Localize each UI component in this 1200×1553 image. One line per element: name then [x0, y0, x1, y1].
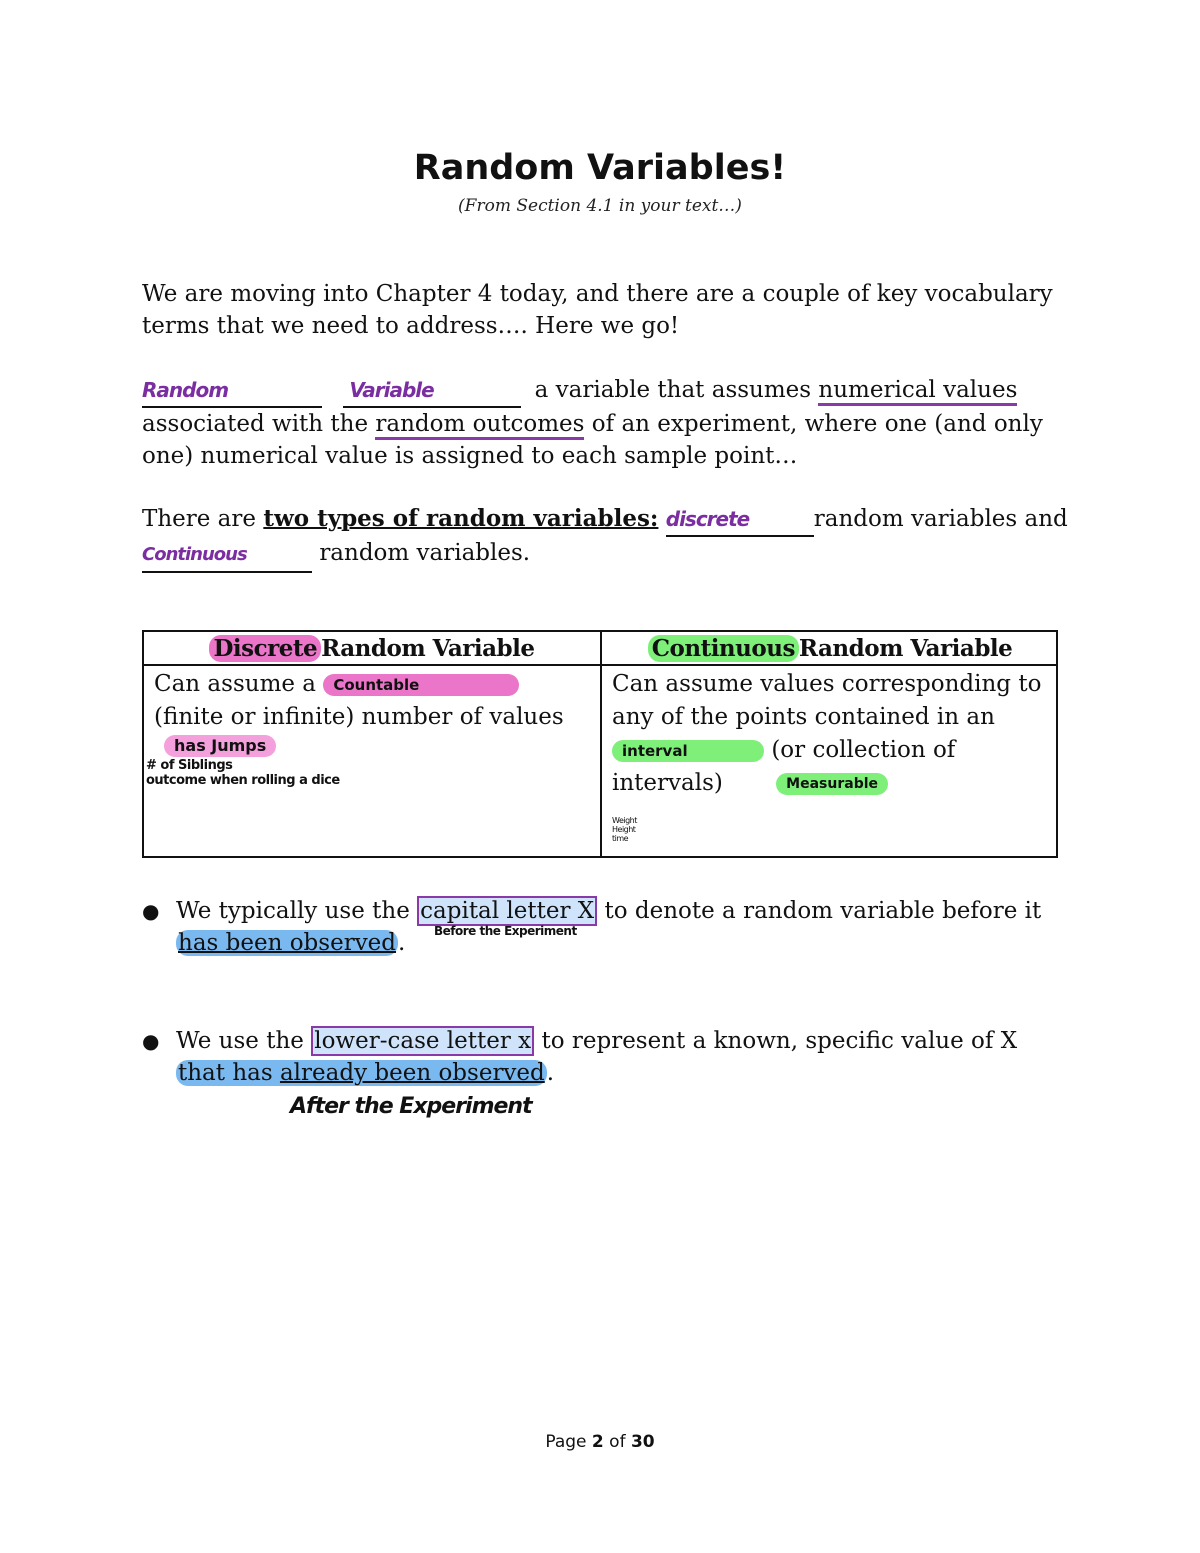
comparison-table	[142, 630, 1058, 858]
underlined-numerical-values: numerical values	[818, 377, 1017, 406]
note-rolling-dice: outcome when rolling a dice	[146, 773, 340, 788]
discrete-line-2: (finite or infinite) number of values	[154, 704, 564, 730]
header-continuous	[602, 634, 1058, 664]
cell-continuous	[612, 668, 1052, 800]
definition-line-1	[142, 374, 1062, 408]
highlight-already-been-observed: already been observed	[279, 1060, 545, 1086]
blank-1	[142, 374, 322, 408]
page-label: Page	[545, 1432, 587, 1452]
continuous-text-3: (or collection of	[771, 737, 956, 763]
bullet-2-end: .	[546, 1060, 555, 1086]
discrete-text-1: Can assume a	[154, 671, 317, 697]
bullet-1-text-b: to denote a random variable before it	[604, 898, 1042, 924]
bullet-2-text	[176, 1025, 1056, 1089]
handwritten-discrete: discrete	[665, 507, 750, 531]
continuous-line-2: any of the points contained in an	[612, 704, 995, 730]
highlight-that-has: that has	[178, 1060, 273, 1086]
highlight-already-observed	[176, 1060, 547, 1086]
boxed-capital-letter: capital letter X	[417, 896, 597, 926]
underlined-random-outcomes: random outcomes	[375, 411, 584, 440]
blank-discrete	[666, 503, 814, 537]
bullet-2-text-b: to represent a known, specific value of X	[541, 1028, 1018, 1054]
header-discrete	[144, 634, 600, 664]
page-of: of	[609, 1432, 626, 1452]
table-divider-horizontal	[144, 664, 1056, 666]
continuous-text-4: intervals)	[612, 770, 723, 796]
types-paragraph	[142, 503, 1068, 573]
definition-line-3: one) numerical value is assigned to each sample point…	[142, 443, 798, 469]
definition-text-a: a variable that assumes	[534, 377, 812, 403]
highlight-has-been-observed: has been observed	[178, 930, 397, 956]
definition-text-b: associated with the	[142, 411, 369, 437]
types-line-2	[142, 537, 1062, 573]
blank-2	[343, 374, 521, 408]
hand-before-experiment: Before the Experiment	[434, 924, 577, 938]
note-time: time	[612, 834, 629, 843]
intro-paragraph	[142, 278, 1062, 342]
cell-discrete	[154, 668, 594, 734]
header-discrete-highlight: Discrete	[209, 635, 321, 662]
note-siblings: # of Siblings	[146, 758, 233, 773]
blank-continuous	[142, 537, 312, 573]
page-title: Random Variables!	[413, 148, 787, 188]
continuous-line-3	[612, 734, 1052, 767]
hand-after-experiment: After the Experiment	[290, 1094, 532, 1119]
header-continuous-rest: Random Variable	[798, 635, 1013, 662]
page-subtitle: (From Section 4.1 in your text…)	[458, 196, 742, 216]
bullet-dot-icon: ●	[142, 899, 160, 923]
hand-countable: Countable	[323, 674, 519, 696]
boxed-lowercase-letter: lower-case letter x	[311, 1026, 534, 1056]
handwritten-random: Random	[142, 378, 229, 402]
bullet-1-end: .	[398, 930, 406, 956]
definition-paragraph	[142, 374, 1062, 472]
handwritten-continuous: Continuous	[142, 544, 247, 565]
continuous-line-1: Can assume values corresponding to	[612, 671, 1042, 697]
types-line-1	[142, 503, 1068, 537]
bullet-1-text-a: We typically use the	[176, 898, 410, 924]
intro-line-1: We are moving into Chapter 4 today, and there are a couple of key vocabulary	[142, 281, 1053, 307]
bullet-2-line-1	[176, 1025, 1056, 1057]
definition-text-c: of an experiment, where one (and only	[591, 411, 1043, 437]
bullet-2-line-2	[176, 1057, 1056, 1089]
definition-line-2	[142, 408, 1062, 440]
intro-line-2: terms that we need to address…. Here we go!	[142, 313, 680, 339]
types-text-a: There are	[142, 506, 257, 532]
page-current: 2	[591, 1432, 604, 1452]
types-bold-phrase: two types of random variables:	[263, 505, 659, 532]
hand-has-jumps: has Jumps	[164, 735, 276, 757]
discrete-line-1	[154, 668, 594, 701]
continuous-line-4	[612, 767, 1052, 800]
note-examples	[612, 816, 637, 843]
types-text-b: random variables and	[813, 506, 1068, 532]
page-total: 30	[630, 1432, 655, 1452]
hand-measurable: Measurable	[776, 773, 888, 795]
bullet-dot-icon: ●	[142, 1029, 160, 1053]
header-continuous-highlight: Continuous	[648, 635, 799, 662]
page-number	[0, 1432, 1200, 1452]
bullet-1-text	[176, 895, 1056, 959]
bullet-2-text-a: We use the	[176, 1028, 304, 1054]
note-weight: Weight	[612, 816, 637, 825]
header-discrete-rest: Random Variable	[321, 635, 535, 662]
bullet-1-line-2	[176, 927, 1056, 959]
bullet-1-line-1	[176, 895, 1056, 927]
note-height: Height	[612, 825, 636, 834]
types-text-c: random variables.	[319, 540, 531, 566]
handwritten-variable: Variable	[349, 378, 434, 402]
hand-interval: interval	[612, 740, 764, 762]
